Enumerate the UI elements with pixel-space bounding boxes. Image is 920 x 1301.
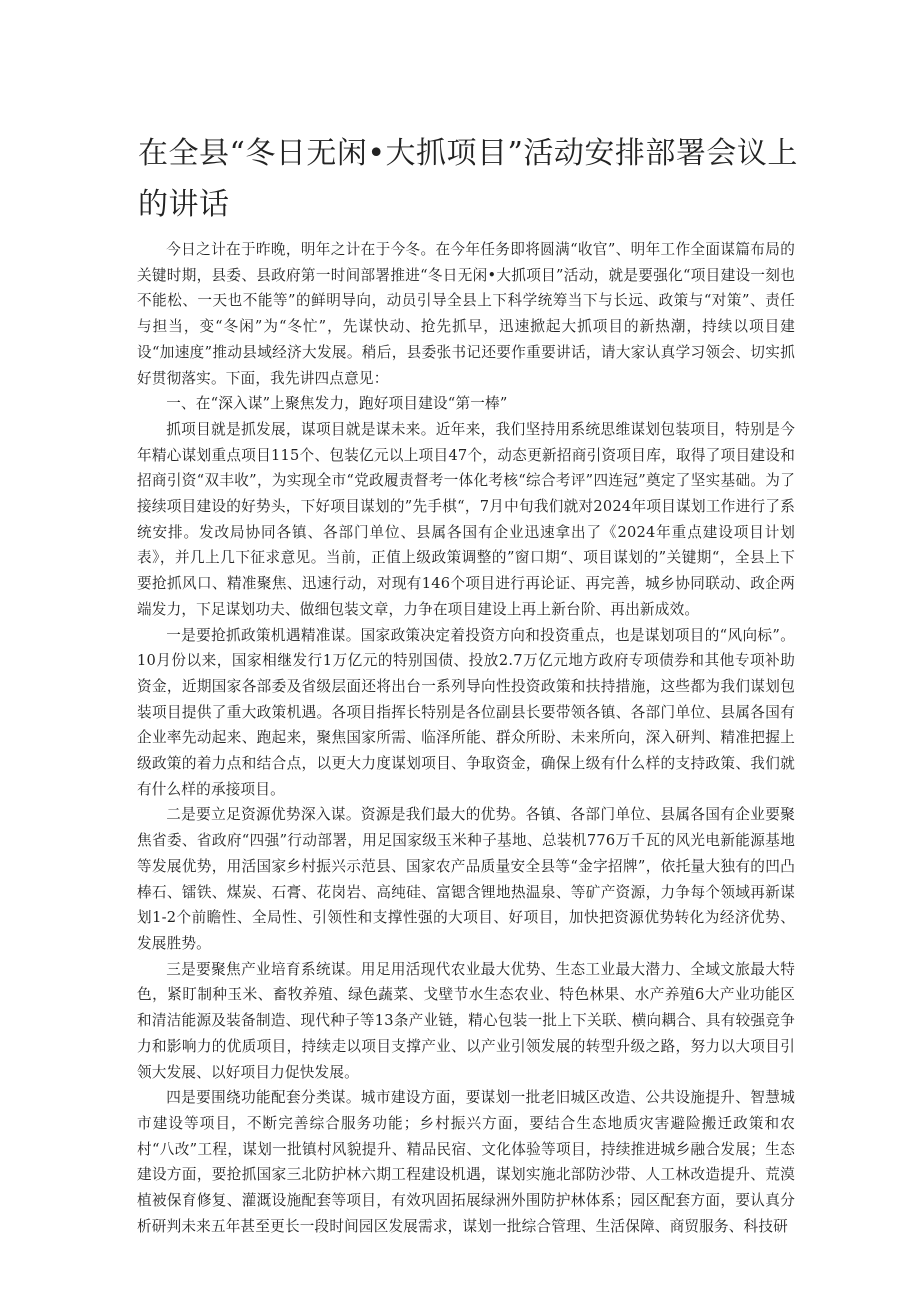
section-heading-1: 一、在“深入谋”上聚焦发力，跑好项目建设“第一棒” — [166, 395, 508, 413]
document-title: 在全县“冬日无闲•大抓项目”活动安排部署会议上的讲话 — [138, 136, 798, 222]
paragraph-point-1: 一是要抢抓政策机遇精准谋。国家政策决定着投资方向和投资重点，也是谋划项目的“风向标”。10月份以来，国家相继发行1万亿元的特别国债、投放2.7万亿元地方政府专项债券和其他专项补助资金，近期国家各部委及省级层面还将出台一系列导向性投资政策和扶持措施，这些都为我们谋划包装项目提供了重大政策机遇。各项目指挥长特别是各位副县长要带领各镇、各部门单位、县属各国有企业率先动起来、跑起来，聚焦国家所需、临泽所能、群众所盼、未来所向，深入研判、精准把握上级政策的着力点和结合点，以更大力度谋划项目、争取资金，确保上级有什么样的支持政策、我们就有什么样的承接项目。 — [137, 626, 795, 798]
document-body — [137, 237, 795, 1239]
paragraph-point-2: 二是要立足资源优势深入谋。资源是我们最大的优势。各镇、各部门单位、县属各国有企业要聚焦省委、省政府“四强”行动部署，用足国家级玉米种子基地、总装机776万千瓦的风光电新能源基地等发展优势，用活国家乡村振兴示范县、国家农产品质量安全县等“金字招牌”，依托量大独有的凹凸棒石、镭铁、煤炭、石膏、花岗岩、高纯硅、富锶含锂地热温泉、等矿产资源，力争每个领域再新谋划1-2个前瞻性、全局性、引领性和支撑性强的大项目、好项目，加快把资源优势转化为经济优势、发展胜势。 — [137, 806, 795, 952]
paragraph-point-3: 三是要聚焦产业培育系统谋。用足用活现代农业最大优势、生态工业最大潜力、全域文旅最大特色，紧盯制种玉米、畜牧养殖、绿色蔬菜、戈壁节水生态农业、特色林果、水产养殖6大产业功能区和清洁能源及装备制造、现代种子等13条产业链，精心包装一批上下关联、横向耦合、具有较强竞争力和影响力的优质项目，持续走以项目支撑产业、以产业引领发展的转型升级之路，努力以大项目引领大发展、以好项目力促快发展。 — [137, 960, 795, 1081]
paragraph-overview: 抓项目就是抓发展，谋项目就是谋未来。近年来，我们坚持用系统思维谋划包装项目，特别是今年精心谋划重点项目115个、包装亿元以上项目47个，动态更新招商引资项目库，取得了项目建设和招商引资“双丰收”，为实现全市“党政履责督考一体化考核“综合考评”四连冠”奠定了坚实基础。为了接续项目建设的好势头，下好项目谋划的”先手棋“，7月中旬我们就对2024年项目谋划工作进行了系统安排。发改局协同各镇、各部门单位、县属各国有企业迅速拿出了《2024年重点建设项目计划表》，并几上几下征求意见。当前，正值上级政策调整的”窗口期“、项目谋划的”关键期“，全县上下要抢抓风口、精准聚焦、迅速行动，对现有146个项目进行再论证、再完善，城乡协同联动、政企两端发力，下足谋划功夫、做细包装文章，力争在项目建设上再上新台阶、再出新成效。 — [137, 420, 795, 618]
paragraph-point-4: 四是要围绕功能配套分类谋。城市建设方面，要谋划一批老旧城区改造、公共设施提升、智慧城市建设等项目，不断完善综合服务功能；乡村振兴方面，要结合生态地质灾害避险搬迁政策和农村“八改”工程，谋划一批镇村风貌提升、精品民宿、文化体验等项目，持续推进城乡融合发展；生态建设方面，要抢抓国家三北防护林六期工程建设机遇，谋划实施北部防沙带、人工林改造提升、荒漠植被保育修复、灌溉设施配套等项目，有效巩固拓展绿洲外围防护林体系；园区配套方面，要认真分析研判未来五年甚至更长一段时间园区发展需求，谋划一批综合管理、生活保障、商贸服务、科技研 — [137, 1089, 795, 1235]
paragraph-intro: 今日之计在于昨晚，明年之计在于今冬。在今年任务即将圆满“收官”、明年工作全面谋篇布局的关键时期，县委、县政府第一时间部署推进“冬日无闲•大抓项目”活动，就是要强化“项目建设一刻也不能松、一天也不能等”的鲜明导向，动员引导全县上下科学统筹当下与长远、政策与“对策”、责任与担当，变“冬闲”为“冬忙”，先谋快动、抢先抓早，迅速掀起大抓项目的新热潮，持续以项目建设“加速度”推动县域经济大发展。稍后，县委张书记还要作重要讲话，请大家认真学习领会、切实抓好贯彻落实。下面，我先讲四点意见： — [137, 241, 795, 387]
